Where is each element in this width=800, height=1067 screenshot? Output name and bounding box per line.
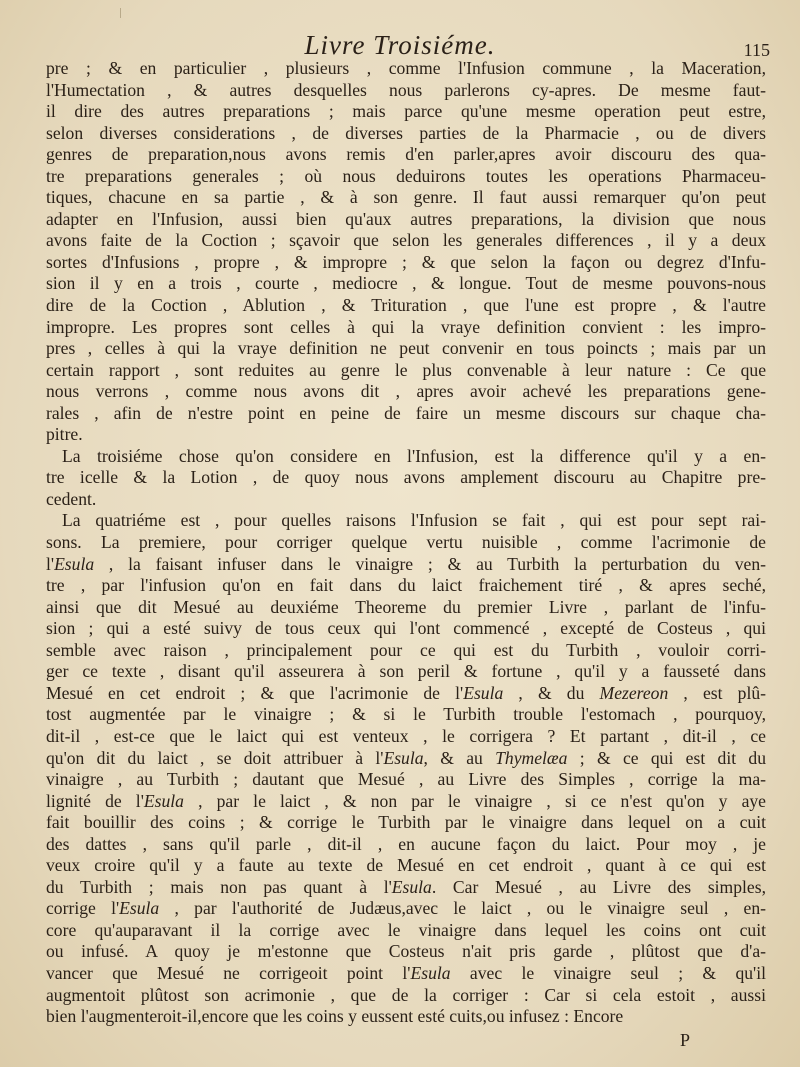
text-line: des dattes , sans qu'il parle , dit-il , en aucune façon du laict. Pour moy , je	[46, 833, 766, 854]
text-line: adapter en l'Infusion, aussi bien qu'aux autres preparations, la division que nous	[46, 208, 766, 229]
text-line: sons. La premiere, pour corriger quelque vertu nuisible , comme l'acrimonie de	[46, 532, 766, 553]
text-line: Mesué en cet endroit ; & que l'acrimonie de l'Esula , & du Mezereon , est plû-	[46, 682, 766, 703]
text-line: ger ce texte , disant qu'il asseurera à son peril & fortune , qu'il y a fausseté dans	[46, 661, 766, 682]
text-line: veux croire qu'il y a faute au texte de Mesué en cet endroit , quant à ce qui est	[46, 855, 766, 876]
text-line: tre preparations generales ; où nous deduirons toutes les operations Pharmaceu-	[46, 165, 766, 186]
text-line: dire de la Coction , Ablution , & Trituration , que l'une est propre , & l'autre	[46, 295, 766, 316]
text-line: ainsi que dit Mesué au deuxiéme Theoreme du premier Livre , parlant de l'infu-	[46, 596, 766, 617]
text-line: La quatriéme est , pour quelles raisons l'Infusion se fait , qui est pour sept rai-	[62, 510, 766, 531]
text-line: vancer que Mesué ne corrigeoit point l'Esula avec le vinaigre seul ; & qu'il	[46, 962, 766, 983]
text-line: dit-il , est-ce que le laict qui est venteux , le corrigera ? Et partant , dit-il , ce	[46, 725, 766, 746]
text-line: bien l'augmenteroit-il,encore que les coins y eussent esté cuits,ou infusez : Encore	[46, 1006, 624, 1027]
text-line: tost augmentée par le vinaigre ; & si le Turbith trouble l'estomach , pourquoy,	[46, 704, 766, 725]
text-line: pre ; & en particulier , plusieurs , comme l'Infusion commune , la Maceration,	[46, 58, 766, 78]
text-line: certain rapport , sont reduites au genre le plus convenable à leur nature : Ce que	[46, 359, 766, 380]
text-line: avons faite de la Coction ; sçavoir que selon les generales differences , il y a deux	[46, 230, 766, 251]
text-line: augmentoit plûtost son acrimonie , que de la corriger : Car si cela estoit , aussi	[46, 984, 766, 1005]
text-line: l'Esula , la faisant infuser dans le vinaigre ; & au Turbith la perturbation du ven-	[46, 553, 766, 574]
text-line: nous verrons , comme nous avons dit , apres avoir achevé les preparations gene-	[46, 381, 766, 402]
text-line: impropre. Les propres sont celles à qui la vraye definition convient : les impro-	[46, 316, 766, 337]
text-line: fait bouillir des coins ; & corrige le Turbith par le vinaigre dans lequel on a cuit	[46, 812, 766, 833]
signature-mark: P	[680, 1030, 691, 1050]
text-line: vinaigre , au Turbith ; dautant que Mesué , au Livre des Simples , corrige la ma-	[46, 769, 766, 790]
page-number: 115	[743, 40, 770, 60]
text-line: La troisiéme chose qu'on considere en l'Infusion, est la difference qu'il y a en-	[62, 445, 766, 466]
running-title: Livre Troisiéme.	[304, 30, 496, 60]
text-line: pres , celles à qui la vraye definition ne peut convenir en tous poincts ; mais par un	[46, 338, 766, 359]
text-line: tre , par l'infusion qu'on en fait dans du laict fraichement tiré , & apres seché,	[46, 575, 766, 596]
text-line: tre icelle & la Lotion , de quoy nous avons amplement discouru au Chapitre pre-	[46, 467, 766, 488]
text-line: sion il y en a trois , courte , mediocre , & longue. Tout de mesme pouvons-nous	[46, 273, 766, 294]
text-line: qu'on dit du laict , se doit attribuer à l'Esula, & au Thymelæa ; & ce qui est dit du	[46, 747, 766, 768]
text-line: du Turbith ; mais non pas quant à l'Esula. Car Mesué , au Livre des simples,	[46, 876, 766, 897]
text-line: genres de preparation,nous avons remis d'en parler,apres avoir discouru des qua-	[46, 144, 766, 165]
text-line: pitre.	[46, 424, 83, 445]
page-blemish	[120, 8, 121, 18]
text-line: selon diverses considerations , de diverses parties de la Pharmacie , ou de divers	[46, 122, 766, 143]
text-line: lignité de l'Esula , par le laict , & non par le vinaigre , si ce n'est qu'on y aye	[46, 790, 766, 811]
text-line: ou infusé. A quoy je m'estonne que Costeus n'ait pris garde , plûtost que d'a-	[46, 941, 766, 962]
text-line: sortes d'Infusions , propre , & impropre ; & que selon la façon ou degrez d'Infu-	[46, 251, 766, 272]
text-line: tiques, chacune en sa partie , & à son genre. Il faut aussi remarquer qu'on peut	[46, 187, 766, 208]
text-line: cedent.	[46, 488, 97, 509]
text-line: core qu'auparavant il la corrige avec le vinaigre dans lequel les coins ont cuit	[46, 919, 766, 940]
text-line: semble avec raison , principalement pour ce qui est du Turbith , vouloir corri-	[46, 639, 766, 660]
body-text	[46, 58, 766, 1028]
text-line: sion ; qui a esté suivy de tous ceux qui l'ont commencé , excepté de Costeus , qui	[46, 618, 766, 639]
text-line: l'Humectation , & autres desquelles nous parlerons cy-apres. De mesme faut-	[46, 79, 766, 100]
text-line: rales , afin de n'estre point en peine de faire un mesme discours sur chaque cha-	[46, 402, 766, 423]
text-line: corrige l'Esula , par l'authorité de Judæus,avec le laict , ou le vinaigre seul , en-	[46, 898, 766, 919]
text-line: il dire des autres preparations ; mais parce qu'une mesme operation peut estre,	[46, 101, 766, 122]
